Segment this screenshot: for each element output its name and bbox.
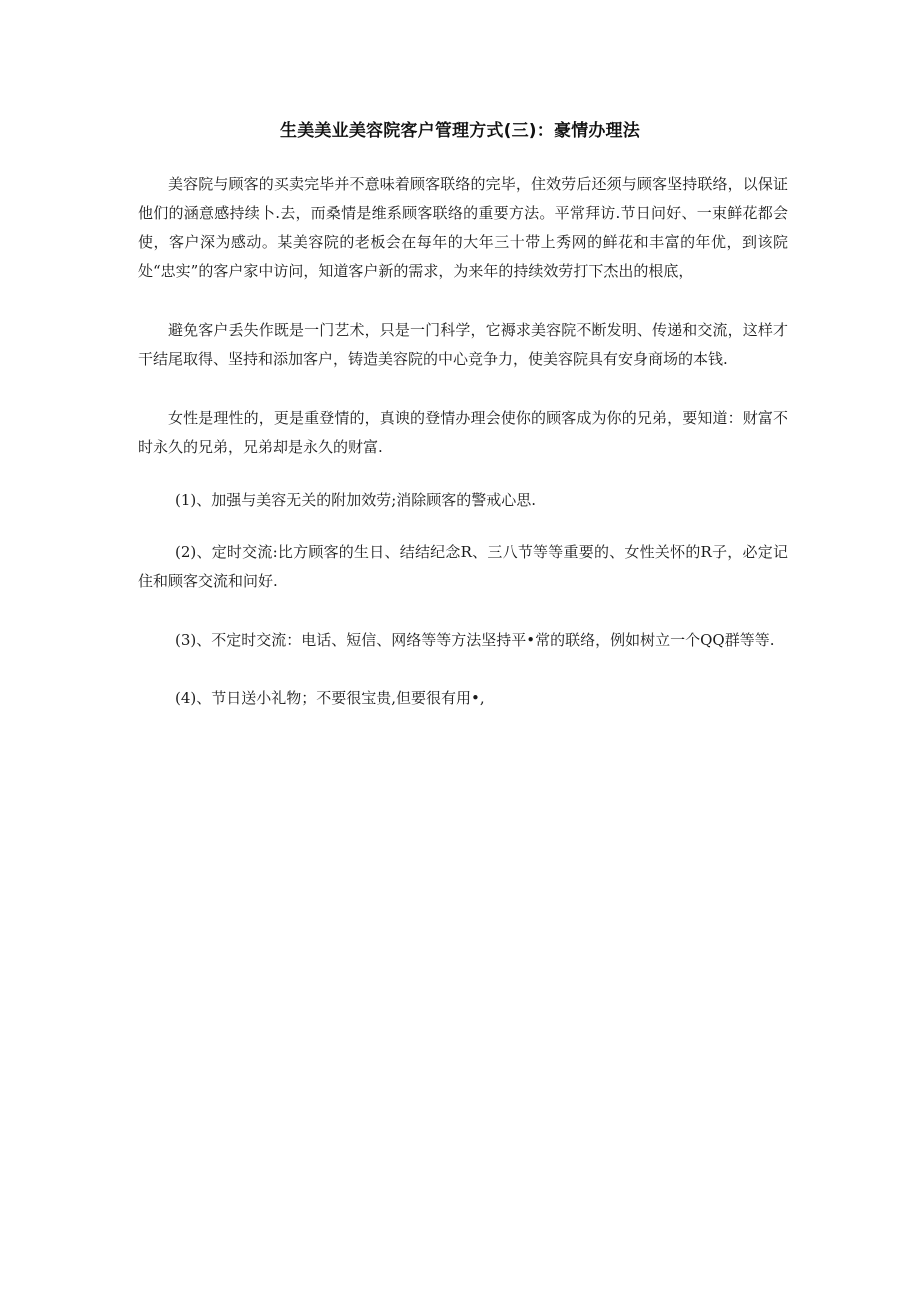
- paragraph-customer-contact: 美容院与顾客的买卖完毕并不意味着顾客联络的完毕，住效劳后还须与顾客坚持联络，以保证他们的涵意感持续卜.去，而桑情是维系顾客联络的重要方法。平常拜访.节日问好、一束鲜花都会使，客户深为感动。某美容院的老板会在每年的大年三十带上秀网的鲜花和丰富的年优，到该院处“忠实”的客户家中访问，知道客户新的需求，为来年的持续效劳打下杰出的根底，: [138, 175, 788, 280]
- paragraph-women-emotional: 女性是理性的，更是重登情的，真谀的登情办理会使你的顾客成为你的兄弟，要知道：财富不时永久的兄弟，兄弟却是永久的财富.: [138, 409, 788, 456]
- list-item-2: (2)、定时交流:比方顾客的生日、结结纪念R、三八节等等重要的、女性关怀的R子，必定记住和顾客交流和问好.: [138, 543, 788, 590]
- document-title: 生美美业美容院客户管理方式(三)：豪情办理法: [280, 121, 640, 141]
- list-item-1: (1)、加强与美容无关的附加效劳;消除顾客的警戒心思.: [175, 491, 537, 509]
- list-item-3: (3)、不定时交流：电话、短信、网络等等方法坚持平•常的联络，例如树立一个QQ群等等.: [175, 631, 775, 649]
- paragraph-prevent-customer-loss: 避免客户丢失作既是一门艺术，只是一门科学，它褥求美容院不断发明、传递和交流，这样才干结尾取得、坚持和添加客户，铸造美容院的中心竞争力，使美容院具有安身商场的本钱.: [138, 321, 788, 368]
- list-item-4: (4)、节日送小礼物；不要很宝贵,但要很有用•,: [175, 689, 485, 707]
